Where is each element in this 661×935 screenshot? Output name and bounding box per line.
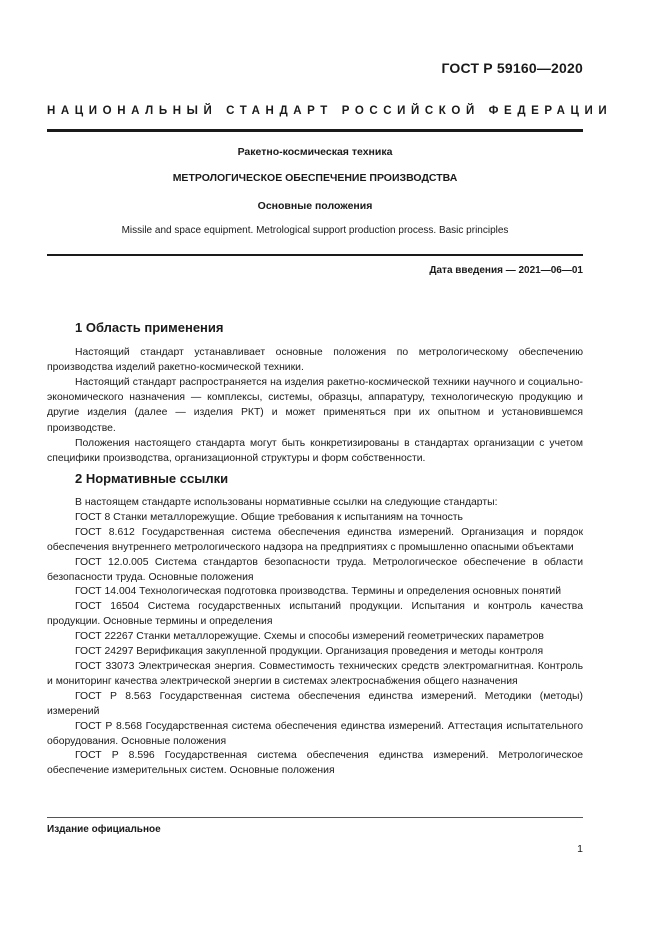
section-1-heading: 1 Область применения	[75, 320, 224, 335]
document-title: МЕТРОЛОГИЧЕСКОЕ ОБЕСПЕЧЕНИЕ ПРОИЗВОДСТВА	[172, 172, 458, 184]
title-rule	[47, 254, 583, 256]
page-number: 1	[577, 843, 583, 855]
references-intro: В настоящем стандарте использованы нормативные ссылки на следующие стандарты:	[75, 497, 498, 508]
document-subtitle: Основные положения	[257, 200, 373, 212]
normative-references	[47, 496, 583, 779]
national-standard-banner: НАЦИОНАЛЬНЫЙ СТАНДАРТ РОССИЙСКОЙ ФЕДЕРАЦИИ	[47, 105, 613, 117]
reference-item: ГОСТ 24297 Верификация закупленной продукции. Организация проведения и методы контроля	[75, 646, 544, 658]
section-1-paragraph: Положения настоящего стандарта могут быть конкретизированы в стандартах организации с учетом специфики производства, организационной структуры и форм собственности.	[47, 438, 583, 465]
english-title: Missile and space equipment. Metrological support production process. Basic principles	[121, 225, 509, 236]
standard-code: ГОСТ Р 59160—2020	[441, 60, 583, 76]
reference-item: ГОСТ 8.612 Государственная система обеспечения единства измерений. Организация и порядок обеспечения внутреннего метрологического надзора на предприятиях с промышленно опасными объектами	[47, 526, 583, 553]
reference-item: ГОСТ Р 8.563 Государственная система обеспечения единства измерений. Методики (методы) измерений	[47, 690, 583, 717]
reference-item: ГОСТ 12.0.005 Система стандартов безопасности труда. Метрологическое обеспечение в области безопасности труда. Основные положения	[47, 556, 583, 583]
section-2-heading: 2 Нормативные ссылки	[75, 471, 229, 486]
reference-item: ГОСТ Р 8.568 Государственная система обеспечения единства измерений. Аттестация испытательного оборудования. Основные положения	[47, 720, 583, 747]
field-title: Ракетно-космическая техника	[237, 146, 393, 158]
header-rule	[47, 129, 583, 132]
official-edition-label: Издание официальное	[47, 824, 161, 835]
reference-item: ГОСТ 16504 Система государственных испытаний продукции. Испытания и контроль качества продукции. Основные термины и определения	[47, 601, 583, 628]
reference-item: ГОСТ 8 Станки металлорежущие. Общие требования к испытаниям на точность	[75, 511, 463, 523]
section-1-paragraph: Настоящий стандарт распространяется на изделия ракетно-космической техники научного и социально-экономического назначения — комплексы, системы, образцы, аппаратуру, технологическую продукцию и другие изделия (далее — изделия РКТ) и может применяться при их опытном и установившемся производстве.	[47, 377, 583, 434]
reference-item: ГОСТ Р 8.596 Государственная система обеспечения единства измерений. Метрологическое обеспечение измерительных систем. Основные положения	[47, 750, 583, 777]
footer-rule	[47, 817, 583, 818]
reference-item: ГОСТ 22267 Станки металлорежущие. Схемы и способы измерений геометрических параметров	[75, 631, 544, 643]
section-1-paragraph: Настоящий стандарт устанавливает основные положения по метрологическому обеспечению производства изделий ракетно-космической техники.	[47, 347, 583, 374]
introduction-date: Дата введения — 2021—06—01	[429, 265, 583, 276]
reference-item: ГОСТ 33073 Электрическая энергия. Совместимость технических средств электромагнитная. Контроль и мониторинг качества электрической энергии в системах электроснабжения общего назначения	[47, 660, 583, 687]
reference-item: ГОСТ 14.004 Технологическая подготовка производства. Термины и определения основных понятий	[75, 586, 562, 598]
